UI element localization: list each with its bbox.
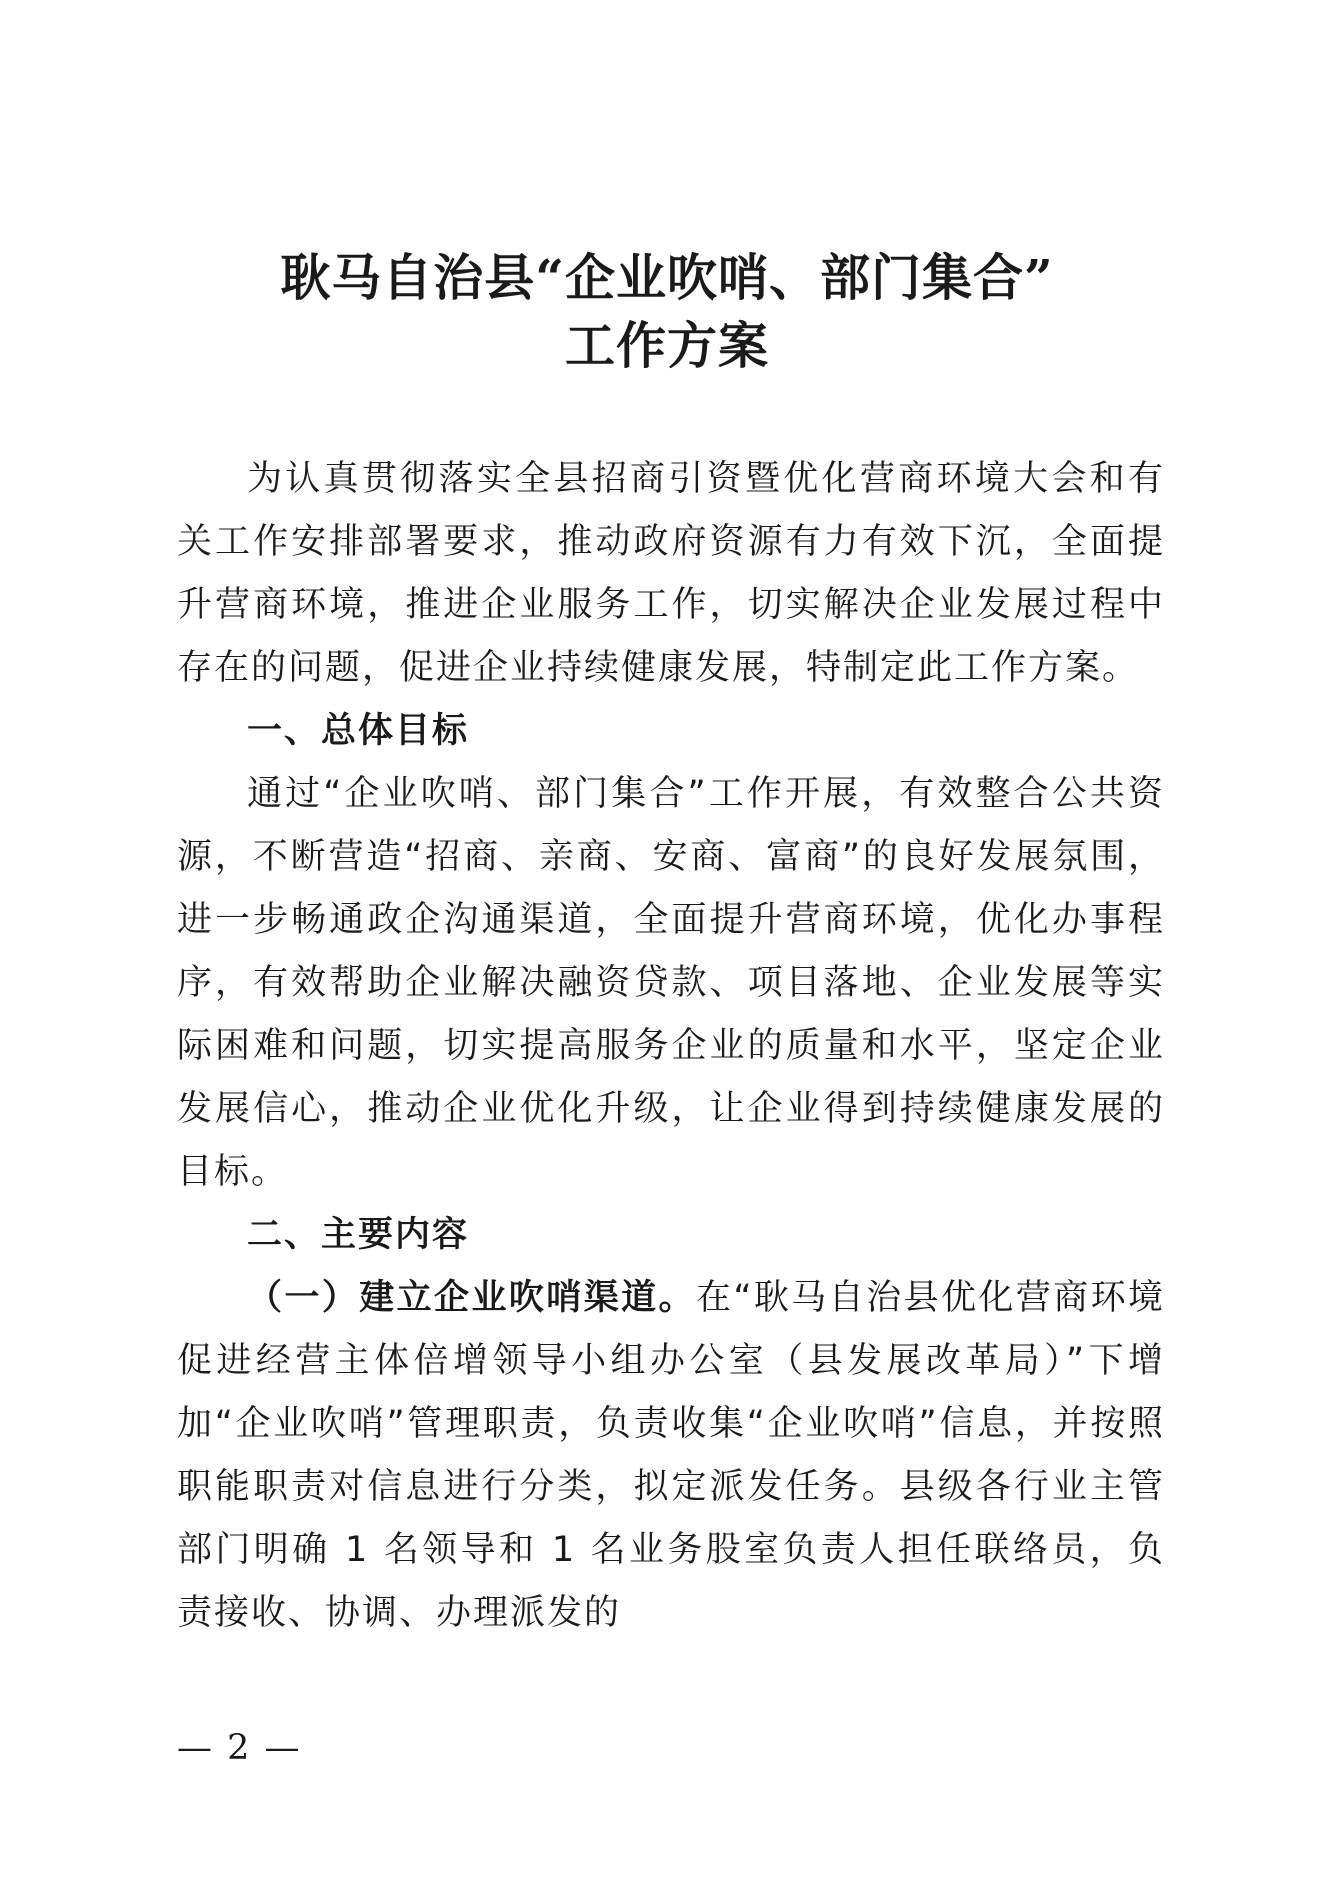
section-heading-overall-goal: 一、总体目标 (247, 711, 470, 751)
document-body (177, 448, 1165, 1645)
main-content-item-1 (177, 1267, 1165, 1645)
document-title-line-2: 工作方案 (565, 316, 769, 375)
document-title-line-1: 耿马自治县“企业吹哨、部门集合” (280, 248, 1054, 307)
item-1-text: 在“耿马自治县优化营商环境促进经营主体倍增领导小组办公室（县发展改革局）”下增加“企业吹哨”管理职责，负责收集“企业吹哨”信息，并按照职能职责对信息进行分类，拟定派发任务。县级各行业主管部门明确 1 名领导和 1 名业务股室负责人担任联络员，负责接收、协调、办理派发的 (177, 1278, 1165, 1633)
intro-paragraph: 为认真贯彻落实全县招商引资暨优化营商环境大会和有关工作安排部署要求，推动政府资源有力有效下沉，全面提升营商环境，推进企业服务工作，切实解决企业发展过程中存在的问题，促进企业持续健康发展，特制定此工作方案。 (177, 459, 1165, 688)
section-heading-main-content: 二、主要内容 (247, 1215, 470, 1255)
overall-goal-paragraph: 通过“企业吹哨、部门集合”工作开展，有效整合公共资源，不断营造“招商、亲商、安商、富商”的良好发展氛围，进一步畅通政企沟通渠道，全面提升营商环境，优化办事程序，有效帮助企业解决融资贷款、项目落地、企业发展等实际困难和问题，切实提高服务企业的质量和水平，坚定企业发展信心，推动企业优化升级，让企业得到持续健康发展的目标。 (177, 774, 1165, 1192)
item-1-lead: （一）建立企业吹哨渠道。 (247, 1278, 696, 1318)
page-number: — 2 — (177, 1728, 302, 1768)
